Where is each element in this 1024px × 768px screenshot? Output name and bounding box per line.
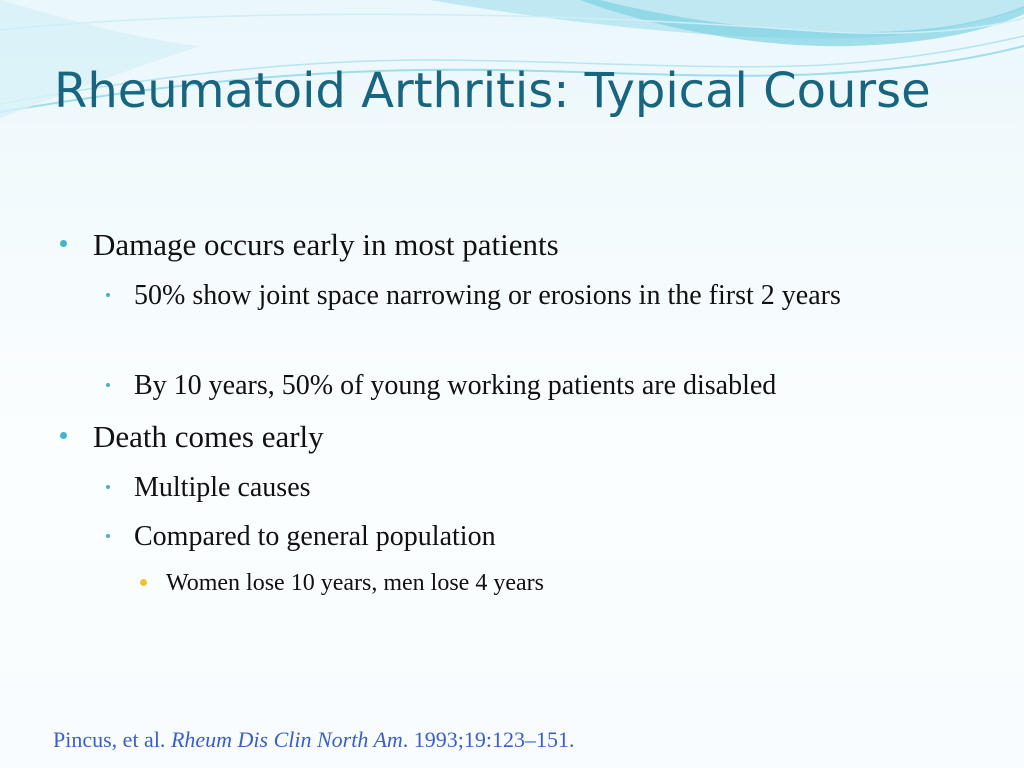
bullet-item (93, 418, 973, 456)
sub-bullet-text: 50% show joint space narrowing or erosions in the first 2 years (134, 280, 841, 311)
sub-bullet-dot-icon (106, 534, 110, 538)
citation-details: . 1993;19:123–151. (402, 727, 575, 752)
bullet-item (93, 226, 973, 264)
sub-bullet-item (134, 517, 974, 557)
citation (53, 726, 575, 754)
bullet-dot-icon (60, 240, 67, 247)
sub-sub-bullet-text: Women lose 10 years, men lose 4 years (166, 570, 544, 596)
sub-bullet-text: Multiple causes (134, 472, 311, 503)
sub-bullet-dot-icon (106, 485, 110, 489)
sub-bullet-item (134, 366, 974, 406)
bullet-text: Death comes early (93, 419, 324, 454)
sub-bullet-text: By 10 years, 50% of young working patients are disabled (134, 370, 777, 401)
bullet-text: Damage occurs early in most patients (93, 227, 559, 262)
citation-journal: Rheum Dis Clin North Am (170, 727, 403, 752)
slide-title: Rheumatoid Arthritis: Typical Course (54, 63, 931, 119)
sub-bullet-text: Compared to general population (134, 521, 496, 552)
bullet-dot-icon (60, 432, 67, 439)
sub-bullet-item (134, 468, 974, 508)
sub-sub-bullet-dot-icon (140, 579, 147, 586)
sub-bullet-dot-icon (106, 293, 110, 297)
citation-authors: Pincus, et al. (53, 727, 171, 752)
sub-sub-bullet-item (166, 568, 966, 598)
sub-bullet-dot-icon (106, 383, 110, 387)
sub-bullet-item (134, 276, 974, 316)
